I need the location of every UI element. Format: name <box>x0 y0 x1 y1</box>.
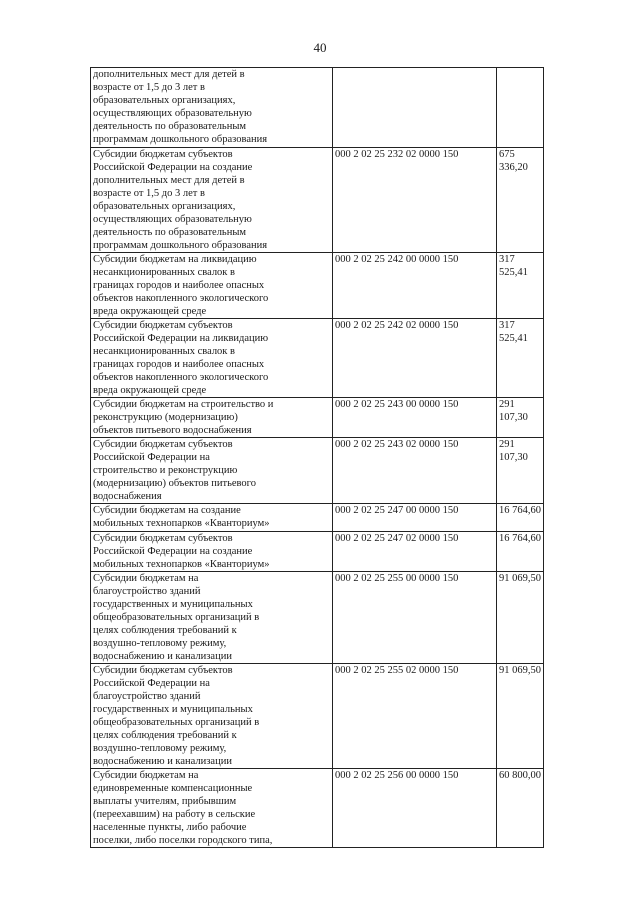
row-name: Субсидии бюджетам субъектов Российской Федерации на строительство и реконструкцию (модернизацию) объектов питьевого водоснабжения <box>91 438 333 504</box>
table-row <box>91 319 544 398</box>
row-code: 000 2 02 25 243 00 0000 150 <box>333 398 497 438</box>
row-name: Субсидии бюджетам субъектов Российской Федерации на благоустройство зданий государственных и муниципальных общеобразовательных организаций в целях соблюдения требований к воздушно-тепловому режиму, водоснабжению и канализации <box>91 664 333 769</box>
table-row <box>91 769 544 848</box>
row-code: 000 2 02 25 247 00 0000 150 <box>333 504 497 532</box>
row-amount: 291 107,30 <box>497 438 544 504</box>
row-name: Субсидии бюджетам на строительство и реконструкцию (модернизацию) объектов питьевого водоснабжения <box>91 398 333 438</box>
row-name: дополнительных мест для детей в возрасте от 1,5 до 3 лет в образовательных организациях, осуществляющих образовательную деятельность по образовательным программам дошкольного образования <box>91 68 333 148</box>
table-row <box>91 664 544 769</box>
table-row <box>91 68 544 148</box>
row-code: 000 2 02 25 255 00 0000 150 <box>333 572 497 664</box>
row-name: Субсидии бюджетам субъектов Российской Федерации на создание дополнительных мест для детей в возрасте от 1,5 до 3 лет в образовательных организациях, осуществляющих образовательную деятельность по образовательным программам дошкольного образования <box>91 148 333 253</box>
row-code: 000 2 02 25 243 02 0000 150 <box>333 438 497 504</box>
row-amount: 91 069,50 <box>497 572 544 664</box>
table-row <box>91 148 544 253</box>
row-amount: 16 764,60 <box>497 504 544 532</box>
table-row <box>91 253 544 319</box>
row-name: Субсидии бюджетам на благоустройство зданий государственных и муниципальных общеобразовательных организаций в целях соблюдения требований к воздушно-тепловому режиму, водоснабжению и канализации <box>91 572 333 664</box>
budget-table <box>90 67 544 848</box>
row-name: Субсидии бюджетам на ликвидацию несанкционированных свалок в границах городов и наиболее опасных объектов накопленного экологического вреда окружающей среде <box>91 253 333 319</box>
row-amount <box>497 68 544 148</box>
row-amount: 291 107,30 <box>497 398 544 438</box>
row-code: 000 2 02 25 232 02 0000 150 <box>333 148 497 253</box>
row-code: 000 2 02 25 256 00 0000 150 <box>333 769 497 848</box>
row-amount: 16 764,60 <box>497 532 544 572</box>
table-row <box>91 504 544 532</box>
row-name: Субсидии бюджетам на создание мобильных технопарков «Кванториум» <box>91 504 333 532</box>
table-row <box>91 572 544 664</box>
table-row <box>91 532 544 572</box>
row-amount: 60 800,00 <box>497 769 544 848</box>
row-name: Субсидии бюджетам субъектов Российской Федерации на ликвидацию несанкционированных свалок в границах городов и наиболее опасных объектов накопленного экологического вреда окружающей среде <box>91 319 333 398</box>
row-code: 000 2 02 25 247 02 0000 150 <box>333 532 497 572</box>
row-amount: 675 336,20 <box>497 148 544 253</box>
table-row <box>91 438 544 504</box>
table-row <box>91 398 544 438</box>
row-amount: 317 525,41 <box>497 319 544 398</box>
row-code: 000 2 02 25 242 00 0000 150 <box>333 253 497 319</box>
row-code: 000 2 02 25 242 02 0000 150 <box>333 319 497 398</box>
row-amount: 91 069,50 <box>497 664 544 769</box>
row-code: 000 2 02 25 255 02 0000 150 <box>333 664 497 769</box>
row-code <box>333 68 497 148</box>
row-name: Субсидии бюджетам субъектов Российской Федерации на создание мобильных технопарков «Кванториум» <box>91 532 333 572</box>
row-name: Субсидии бюджетам на единовременные компенсационные выплаты учителям, прибывшим (переехавшим) на работу в сельские населенные пункты, либо рабочие поселки, либо поселки городского типа, <box>91 769 333 848</box>
row-amount: 317 525,41 <box>497 253 544 319</box>
page-number: 40 <box>313 40 327 55</box>
